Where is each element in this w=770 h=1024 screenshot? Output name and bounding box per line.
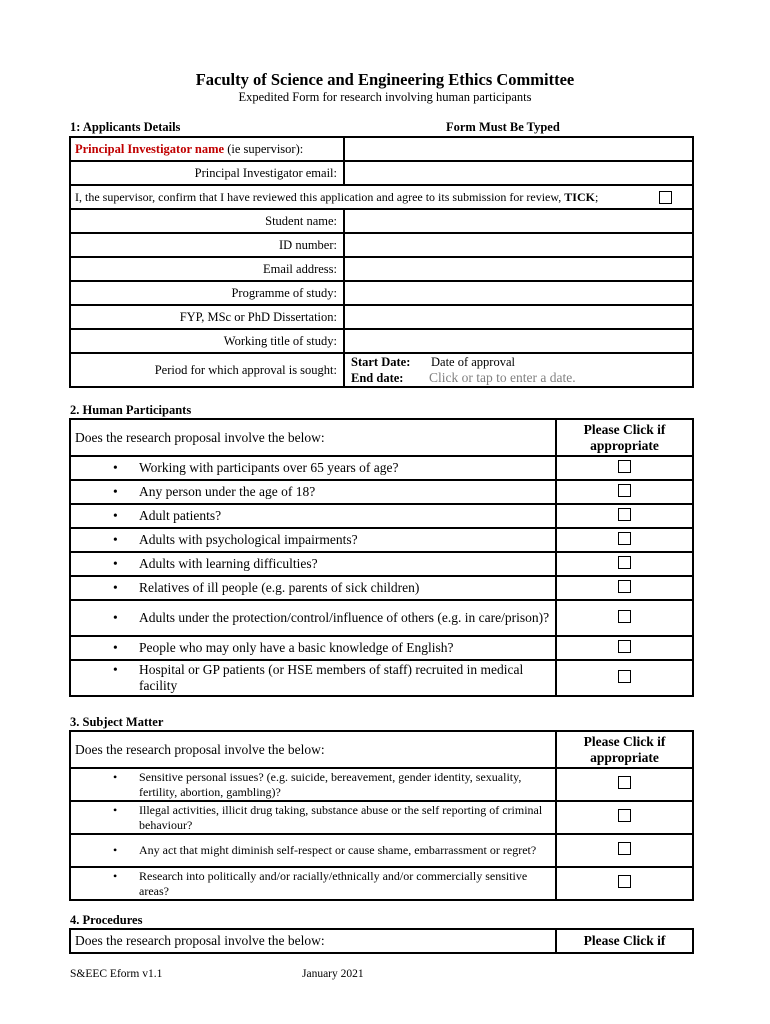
header-row bbox=[70, 419, 693, 456]
item-checkbox[interactable] bbox=[618, 580, 631, 593]
item-checkbox[interactable] bbox=[618, 460, 631, 473]
supervisor-confirm-row bbox=[70, 185, 693, 209]
supervisor-confirm-checkbox[interactable] bbox=[659, 191, 672, 204]
field-row bbox=[70, 305, 693, 329]
procedures-table bbox=[69, 928, 694, 954]
item-text: • Sensitive personal issues? (e.g. suicide, bereavement, gender identity, sexuality, fertility, abortion, gambling)? bbox=[75, 770, 551, 800]
field-label: FYP, MSc or PhD Dissertation: bbox=[70, 305, 344, 329]
item-text: • Any act that might diminish self-respect or cause shame, embarrassment or regret? bbox=[75, 843, 551, 858]
item-text: • Adults with learning difficulties? bbox=[75, 556, 551, 572]
field-label: Email address: bbox=[70, 257, 344, 281]
form-subtitle: Expedited Form for research involving human participants bbox=[238, 90, 532, 104]
item-text: • Illegal activities, illicit drug taking, substance abuse or the self reporting of criminal behaviour? bbox=[75, 803, 551, 833]
header-row bbox=[70, 731, 693, 768]
supervisor-confirm-text: I, the supervisor, confirm that I have reviewed this application and agree to its submission for review, bbox=[75, 189, 562, 204]
item-checkbox[interactable] bbox=[618, 842, 631, 855]
supervisor-confirm-cell bbox=[70, 185, 693, 209]
pi-name-label bbox=[70, 137, 344, 161]
section3-heading: 3. Subject Matter bbox=[70, 715, 164, 729]
item-text: • Hospital or GP patients (or HSE members of staff) recruited in medical facility bbox=[75, 662, 551, 694]
table-row bbox=[70, 834, 693, 867]
pi-name-row bbox=[70, 137, 693, 161]
section1-heading: 1: Applicants Details bbox=[70, 120, 181, 134]
question-text: Does the research proposal involve the below: bbox=[70, 731, 556, 768]
working-title-input[interactable] bbox=[344, 329, 693, 353]
period-label: Period for which approval is sought: bbox=[70, 353, 344, 387]
item-checkbox[interactable] bbox=[618, 610, 631, 623]
header-row bbox=[70, 929, 693, 953]
item-checkbox[interactable] bbox=[618, 670, 631, 683]
tick-label: TICK bbox=[564, 189, 595, 204]
item-text: • Adult patients? bbox=[75, 508, 551, 524]
item-text: • Research into politically and/or racially/ethnically and/or commercially sensitive areas? bbox=[75, 869, 551, 899]
column-header: Please Click if appropriate bbox=[556, 419, 693, 456]
applicant-details-table bbox=[69, 136, 694, 388]
footer-date: January 2021 bbox=[302, 968, 364, 980]
pi-email-input[interactable] bbox=[344, 161, 693, 185]
item-text: • People who may only have a basic knowledge of English? bbox=[75, 640, 551, 656]
column-header: Please Click if bbox=[556, 929, 693, 953]
tick-suffix: ; bbox=[594, 189, 599, 204]
column-header: Please Click if appropriate bbox=[556, 731, 693, 768]
table-row bbox=[70, 801, 693, 834]
item-text: • Adults with psychological impairments? bbox=[75, 532, 551, 548]
period-dates-cell bbox=[344, 353, 693, 387]
start-date-label: Start Date: bbox=[351, 355, 411, 369]
question-text: Does the research proposal involve the below: bbox=[70, 419, 556, 456]
pi-name-required: Principal Investigator name bbox=[75, 141, 225, 156]
item-checkbox[interactable] bbox=[618, 556, 631, 569]
table-row bbox=[70, 528, 693, 552]
table-row bbox=[70, 600, 693, 636]
table-row bbox=[70, 636, 693, 660]
table-row bbox=[70, 576, 693, 600]
human-participants-table bbox=[69, 418, 694, 697]
item-checkbox[interactable] bbox=[618, 508, 631, 521]
item-checkbox[interactable] bbox=[618, 809, 631, 822]
field-label: Programme of study: bbox=[70, 281, 344, 305]
item-text: • Working with participants over 65 years of age? bbox=[75, 460, 551, 476]
form-typed-notice: Form Must Be Typed bbox=[446, 120, 560, 134]
pi-name-input[interactable] bbox=[344, 137, 693, 161]
item-text: • Any person under the age of 18? bbox=[75, 484, 551, 500]
field-label: Student name: bbox=[70, 209, 344, 233]
end-date-picker[interactable]: Click or tap to enter a date. bbox=[429, 370, 576, 385]
table-row bbox=[70, 768, 693, 801]
table-row bbox=[70, 660, 693, 696]
programme-input[interactable] bbox=[344, 281, 693, 305]
field-label: ID number: bbox=[70, 233, 344, 257]
field-row bbox=[70, 209, 693, 233]
table-row bbox=[70, 504, 693, 528]
pi-name-suffix: (ie supervisor): bbox=[224, 141, 304, 156]
subject-matter-table bbox=[69, 730, 694, 901]
question-text: Does the research proposal involve the below: bbox=[70, 929, 556, 953]
end-date-label: End date: bbox=[351, 371, 404, 385]
field-row bbox=[70, 281, 693, 305]
table-row bbox=[70, 552, 693, 576]
period-row bbox=[70, 353, 693, 387]
dissertation-type-input[interactable] bbox=[344, 305, 693, 329]
table-row bbox=[70, 456, 693, 480]
start-date-value[interactable]: Date of approval bbox=[431, 355, 515, 369]
student-name-input[interactable] bbox=[344, 209, 693, 233]
item-text: • Adults under the protection/control/influence of others (e.g. in care/prison)? bbox=[75, 610, 551, 626]
field-row bbox=[70, 233, 693, 257]
item-checkbox[interactable] bbox=[618, 532, 631, 545]
item-text: • Relatives of ill people (e.g. parents of sick children) bbox=[75, 580, 551, 596]
email-address-input[interactable] bbox=[344, 257, 693, 281]
field-label: Working title of study: bbox=[70, 329, 344, 353]
section4-heading: 4. Procedures bbox=[70, 913, 143, 927]
table-row bbox=[70, 480, 693, 504]
item-checkbox[interactable] bbox=[618, 484, 631, 497]
form-title: Faculty of Science and Engineering Ethics Committee bbox=[195, 70, 575, 89]
pi-email-row bbox=[70, 161, 693, 185]
item-checkbox[interactable] bbox=[618, 875, 631, 888]
item-checkbox[interactable] bbox=[618, 776, 631, 789]
field-row bbox=[70, 257, 693, 281]
section2-heading: 2. Human Participants bbox=[70, 403, 192, 417]
pi-email-label: Principal Investigator email: bbox=[70, 161, 344, 185]
footer-form-id: S&EEC Eform v1.1 bbox=[70, 968, 163, 980]
id-number-input[interactable] bbox=[344, 233, 693, 257]
table-row bbox=[70, 867, 693, 900]
field-row bbox=[70, 329, 693, 353]
item-checkbox[interactable] bbox=[618, 640, 631, 653]
